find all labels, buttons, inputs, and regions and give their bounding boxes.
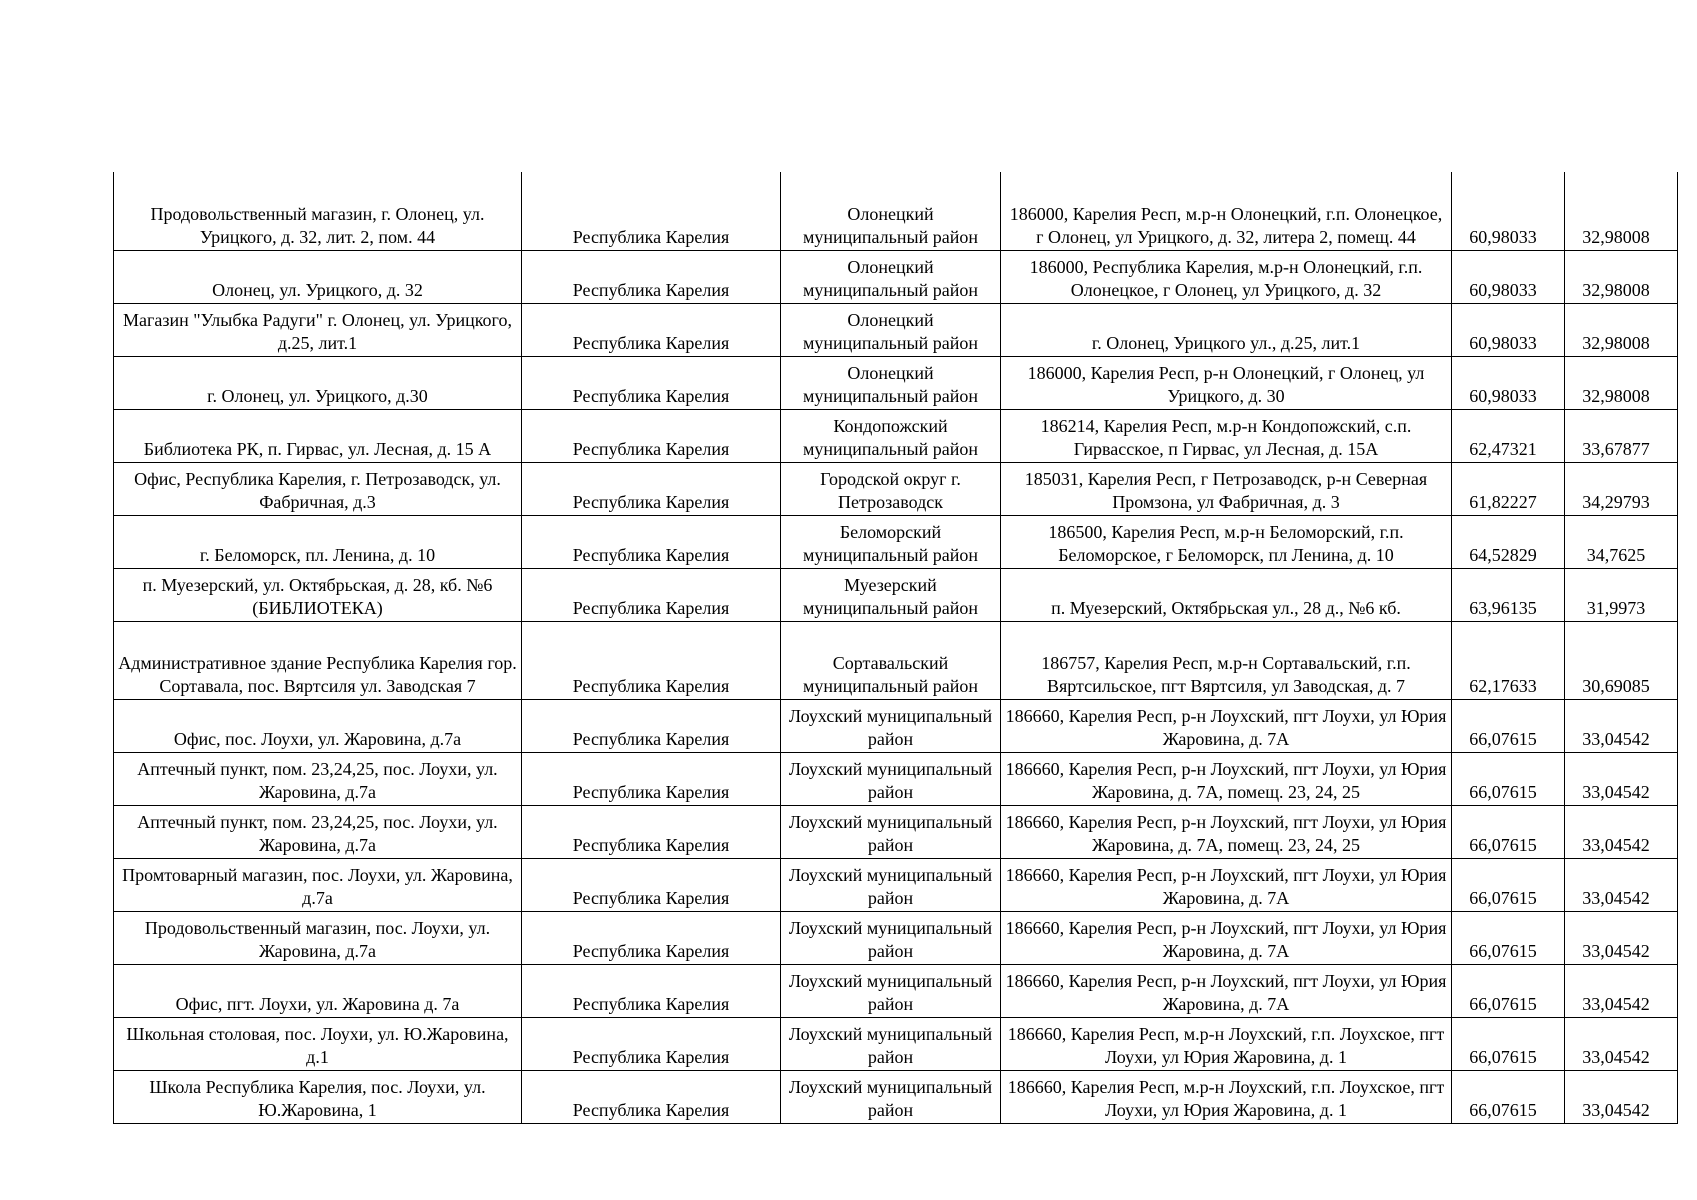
district-cell: Лоухский муниципальный район bbox=[781, 911, 1001, 964]
longitude-cell: 30,69085 bbox=[1565, 621, 1678, 699]
table-row bbox=[114, 250, 1678, 303]
district-cell: Лоухский муниципальный район bbox=[781, 805, 1001, 858]
district-cell: Сортавальский муниципальный район bbox=[781, 621, 1001, 699]
latitude-cell: 60,98033 bbox=[1452, 172, 1565, 250]
latitude-cell: 63,96135 bbox=[1452, 568, 1565, 621]
address-cell: 186660, Карелия Респ, р-н Лоухский, пгт Лоухи, ул Юрия Жаровина, д. 7А bbox=[1001, 964, 1452, 1017]
object-name-cell: Административное здание Республика Карелия гор. Сортавала, пос. Вяртсиля ул. Заводская 7 bbox=[114, 621, 522, 699]
address-cell: 186660, Карелия Респ, м.р-н Лоухский, г.п. Лоухское, пгт Лоухи, ул Юрия Жаровина, д. 1 bbox=[1001, 1017, 1452, 1070]
latitude-cell: 66,07615 bbox=[1452, 805, 1565, 858]
region-cell: Республика Карелия bbox=[522, 621, 781, 699]
longitude-cell: 32,98008 bbox=[1565, 172, 1678, 250]
district-cell: Лоухский муниципальный район bbox=[781, 858, 1001, 911]
address-cell: 186660, Карелия Респ, р-н Лоухский, пгт Лоухи, ул Юрия Жаровина, д. 7А bbox=[1001, 911, 1452, 964]
latitude-cell: 60,98033 bbox=[1452, 303, 1565, 356]
longitude-cell: 32,98008 bbox=[1565, 356, 1678, 409]
longitude-cell: 33,67877 bbox=[1565, 409, 1678, 462]
region-cell: Республика Карелия bbox=[522, 1017, 781, 1070]
address-cell: 186000, Республика Карелия, м.р-н Олонецкий, г.п. Олонецкое, г Олонец, ул Урицкого, д. 32 bbox=[1001, 250, 1452, 303]
region-cell: Республика Карелия bbox=[522, 462, 781, 515]
region-cell: Республика Карелия bbox=[522, 911, 781, 964]
object-name-cell: Промтоварный магазин, пос. Лоухи, ул. Жаровина, д.7а bbox=[114, 858, 522, 911]
address-cell: 186000, Карелия Респ, м.р-н Олонецкий, г.п. Олонецкое, г Олонец, ул Урицкого, д. 32, литера 2, помещ. 44 bbox=[1001, 172, 1452, 250]
region-cell: Республика Карелия bbox=[522, 303, 781, 356]
region-cell: Республика Карелия bbox=[522, 409, 781, 462]
district-cell: Лоухский муниципальный район bbox=[781, 964, 1001, 1017]
latitude-cell: 61,82227 bbox=[1452, 462, 1565, 515]
district-cell: Лоухский муниципальный район bbox=[781, 699, 1001, 752]
address-cell: 186500, Карелия Респ, м.р-н Беломорский, г.п. Беломорское, г Беломорск, пл Ленина, д. 10 bbox=[1001, 515, 1452, 568]
longitude-cell: 34,29793 bbox=[1565, 462, 1678, 515]
region-cell: Республика Карелия bbox=[522, 858, 781, 911]
address-cell: г. Олонец, Урицкого ул., д.25, лит.1 bbox=[1001, 303, 1452, 356]
latitude-cell: 62,17633 bbox=[1452, 621, 1565, 699]
region-cell: Республика Карелия bbox=[522, 805, 781, 858]
table-row bbox=[114, 568, 1678, 621]
latitude-cell: 66,07615 bbox=[1452, 911, 1565, 964]
longitude-cell: 33,04542 bbox=[1565, 858, 1678, 911]
object-name-cell: г. Олонец, ул. Урицкого, д.30 bbox=[114, 356, 522, 409]
longitude-cell: 33,04542 bbox=[1565, 964, 1678, 1017]
longitude-cell: 33,04542 bbox=[1565, 699, 1678, 752]
district-cell: Олонецкий муниципальный район bbox=[781, 172, 1001, 250]
longitude-cell: 33,04542 bbox=[1565, 1070, 1678, 1123]
address-cell: 186214, Карелия Респ, м.р-н Кондопожский, с.п. Гирвасское, п Гирвас, ул Лесная, д. 15А bbox=[1001, 409, 1452, 462]
latitude-cell: 66,07615 bbox=[1452, 858, 1565, 911]
longitude-cell: 33,04542 bbox=[1565, 1017, 1678, 1070]
object-name-cell: Продовольственный магазин, пос. Лоухи, ул. Жаровина, д.7а bbox=[114, 911, 522, 964]
object-name-cell: г. Беломорск, пл. Ленина, д. 10 bbox=[114, 515, 522, 568]
district-cell: Олонецкий муниципальный район bbox=[781, 250, 1001, 303]
locations-table bbox=[113, 172, 1678, 1124]
latitude-cell: 66,07615 bbox=[1452, 1017, 1565, 1070]
longitude-cell: 33,04542 bbox=[1565, 911, 1678, 964]
table-row bbox=[114, 911, 1678, 964]
address-cell: 186000, Карелия Респ, р-н Олонецкий, г Олонец, ул Урицкого, д. 30 bbox=[1001, 356, 1452, 409]
table-row bbox=[114, 356, 1678, 409]
object-name-cell: Магазин "Улыбка Радуги" г. Олонец, ул. Урицкого, д.25, лит.1 bbox=[114, 303, 522, 356]
district-cell: Беломорский муниципальный район bbox=[781, 515, 1001, 568]
latitude-cell: 62,47321 bbox=[1452, 409, 1565, 462]
object-name-cell: Олонец, ул. Урицкого, д. 32 bbox=[114, 250, 522, 303]
district-cell: Муезерский муниципальный район bbox=[781, 568, 1001, 621]
object-name-cell: Школьная столовая, пос. Лоухи, ул. Ю.Жаровина, д.1 bbox=[114, 1017, 522, 1070]
longitude-cell: 33,04542 bbox=[1565, 805, 1678, 858]
region-cell: Республика Карелия bbox=[522, 752, 781, 805]
table-row bbox=[114, 805, 1678, 858]
address-cell: 186660, Карелия Респ, р-н Лоухский, пгт Лоухи, ул Юрия Жаровина, д. 7А bbox=[1001, 699, 1452, 752]
table-row bbox=[114, 409, 1678, 462]
longitude-cell: 34,7625 bbox=[1565, 515, 1678, 568]
district-cell: Лоухский муниципальный район bbox=[781, 752, 1001, 805]
address-cell: 186660, Карелия Респ, р-н Лоухский, пгт Лоухи, ул Юрия Жаровина, д. 7А, помещ. 23, 24, 25 bbox=[1001, 805, 1452, 858]
object-name-cell: Продовольственный магазин, г. Олонец, ул. Урицкого, д. 32, лит. 2, пом. 44 bbox=[114, 172, 522, 250]
table-row bbox=[114, 621, 1678, 699]
table-body bbox=[114, 172, 1678, 1123]
address-cell: 186660, Карелия Респ, р-н Лоухский, пгт Лоухи, ул Юрия Жаровина, д. 7А, помещ. 23, 24, 25 bbox=[1001, 752, 1452, 805]
table-row bbox=[114, 964, 1678, 1017]
object-name-cell: Аптечный пункт, пом. 23,24,25, пос. Лоухи, ул. Жаровина, д.7а bbox=[114, 752, 522, 805]
latitude-cell: 60,98033 bbox=[1452, 356, 1565, 409]
region-cell: Республика Карелия bbox=[522, 699, 781, 752]
address-cell: п. Муезерский, Октябрьская ул., 28 д., №6 кб. bbox=[1001, 568, 1452, 621]
latitude-cell: 66,07615 bbox=[1452, 752, 1565, 805]
table-row bbox=[114, 515, 1678, 568]
object-name-cell: Офис, пгт. Лоухи, ул. Жаровина д. 7а bbox=[114, 964, 522, 1017]
table-row bbox=[114, 1017, 1678, 1070]
address-cell: 186660, Карелия Респ, м.р-н Лоухский, г.п. Лоухское, пгт Лоухи, ул Юрия Жаровина, д. 1 bbox=[1001, 1070, 1452, 1123]
table-row bbox=[114, 858, 1678, 911]
district-cell: Лоухский муниципальный район bbox=[781, 1017, 1001, 1070]
region-cell: Республика Карелия bbox=[522, 568, 781, 621]
region-cell: Республика Карелия bbox=[522, 250, 781, 303]
longitude-cell: 32,98008 bbox=[1565, 250, 1678, 303]
table-row bbox=[114, 303, 1678, 356]
table-row bbox=[114, 752, 1678, 805]
object-name-cell: Офис, пос. Лоухи, ул. Жаровина, д.7а bbox=[114, 699, 522, 752]
district-cell: Лоухский муниципальный район bbox=[781, 1070, 1001, 1123]
object-name-cell: п. Муезерский, ул. Октябрьская, д. 28, кб. №6 (БИБЛИОТЕКА) bbox=[114, 568, 522, 621]
latitude-cell: 66,07615 bbox=[1452, 964, 1565, 1017]
object-name-cell: Аптечный пункт, пом. 23,24,25, пос. Лоухи, ул. Жаровина, д.7а bbox=[114, 805, 522, 858]
region-cell: Республика Карелия bbox=[522, 515, 781, 568]
object-name-cell: Библиотека РК, п. Гирвас, ул. Лесная, д. 15 А bbox=[114, 409, 522, 462]
latitude-cell: 64,52829 bbox=[1452, 515, 1565, 568]
address-cell: 185031, Карелия Респ, г Петрозаводск, р-н Северная Промзона, ул Фабричная, д. 3 bbox=[1001, 462, 1452, 515]
region-cell: Республика Карелия bbox=[522, 356, 781, 409]
district-cell: Городской округ г. Петрозаводск bbox=[781, 462, 1001, 515]
latitude-cell: 66,07615 bbox=[1452, 699, 1565, 752]
district-cell: Олонецкий муниципальный район bbox=[781, 303, 1001, 356]
table-row bbox=[114, 1070, 1678, 1123]
longitude-cell: 32,98008 bbox=[1565, 303, 1678, 356]
table-row bbox=[114, 462, 1678, 515]
address-cell: 186757, Карелия Респ, м.р-н Сортавальский, г.п. Вяртсильское, пгт Вяртсиля, ул Заводская, д. 7 bbox=[1001, 621, 1452, 699]
district-cell: Олонецкий муниципальный район bbox=[781, 356, 1001, 409]
latitude-cell: 60,98033 bbox=[1452, 250, 1565, 303]
address-cell: 186660, Карелия Респ, р-н Лоухский, пгт Лоухи, ул Юрия Жаровина, д. 7А bbox=[1001, 858, 1452, 911]
table-row bbox=[114, 699, 1678, 752]
table-row bbox=[114, 172, 1678, 250]
longitude-cell: 33,04542 bbox=[1565, 752, 1678, 805]
region-cell: Республика Карелия bbox=[522, 172, 781, 250]
object-name-cell: Школа Республика Карелия, пос. Лоухи, ул. Ю.Жаровина, 1 bbox=[114, 1070, 522, 1123]
latitude-cell: 66,07615 bbox=[1452, 1070, 1565, 1123]
object-name-cell: Офис, Республика Карелия, г. Петрозаводск, ул. Фабричная, д.3 bbox=[114, 462, 522, 515]
district-cell: Кондопожский муниципальный район bbox=[781, 409, 1001, 462]
region-cell: Республика Карелия bbox=[522, 1070, 781, 1123]
longitude-cell: 31,9973 bbox=[1565, 568, 1678, 621]
region-cell: Республика Карелия bbox=[522, 964, 781, 1017]
